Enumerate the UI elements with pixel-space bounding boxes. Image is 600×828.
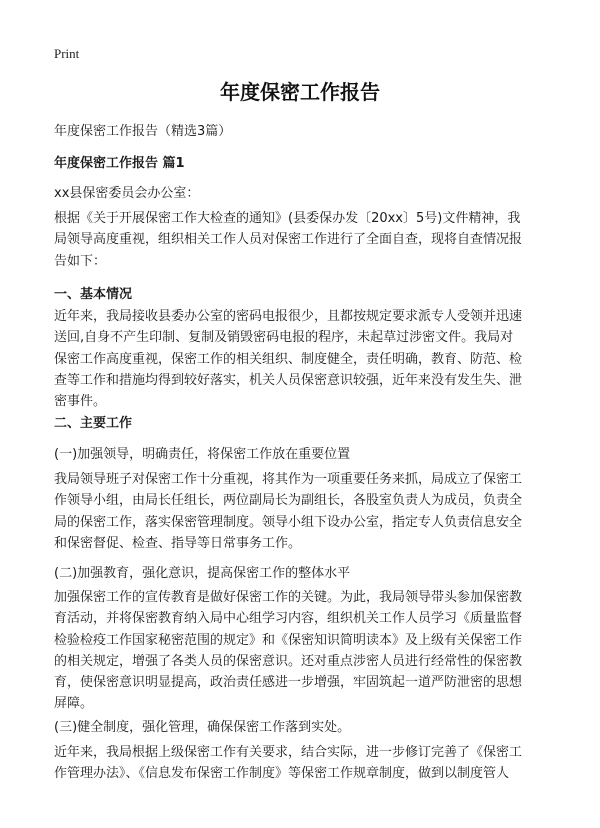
item3-paragraph — [54, 742, 550, 785]
addressee: xx县保密委员会办公室： — [54, 186, 200, 201]
item1-paragraph — [54, 469, 550, 554]
paragraph-line: 密事件。 — [54, 394, 107, 410]
print-label: Print — [54, 46, 80, 61]
paragraph-line: 加强保密工作的宣传教育是做好保密工作的关键。为此，我局领导带头参加保密教 — [54, 590, 523, 605]
doc-subtitle: 年度保密工作报告（精选3篇） — [54, 124, 232, 139]
paragraph-line: 的相关规定，增强了各类人员的保密意识。还对重点涉密人员进行经常性的保密教 — [54, 653, 523, 669]
paragraph-line: 近年来，我局接收县委办公室的密码电报很少，且都按规定要求派专人受领并迅速 — [54, 309, 523, 324]
intro-paragraph — [54, 208, 550, 272]
paragraph-line: 局的保密工作，落实保密管理制度。领导小组下设办公室，指定专人负责信息安全 — [54, 514, 523, 530]
heading-basic: 一、基本情况 — [54, 287, 133, 302]
paragraph-line: 局领导高度重视，组织相关工作人员对保密工作进行了全面自查，现将自查情况报 — [54, 232, 523, 248]
paragraph-line: 和保密督促、检查、指导等日常事务工作。 — [54, 535, 302, 551]
paragraph-line: 近年来，我局根据上级保密工作有关要求，结合实际，进一步修订完善了《保密工 — [54, 745, 523, 760]
paragraph-line: 育活动，并将保密教育纳入局中心组学习内容，组织机关工作人员学习《质量监督 — [54, 611, 523, 627]
paragraph-line: 作领导小组，由局长任组长，两位副局长为副组长，各股室负责人为成员，负责全 — [54, 493, 523, 509]
paragraph-line: 告如下： — [54, 253, 107, 269]
item3-title: (三)健全制度，强化管理，确保保密工作落到实处。 — [54, 720, 351, 735]
page-title: 年度保密工作报告 — [220, 80, 380, 104]
paragraph-line: 查等工作和措施均得到较好落实，机关人员保密意识较强，近年来没有发生失、泄 — [54, 372, 523, 388]
section-title: 年度保密工作报告 篇1 — [54, 156, 185, 171]
paragraph-line: 保密工作高度重视，保密工作的相关组织、制度健全，责任明确，教育、防范、检 — [54, 351, 523, 367]
paragraph-line: 检验检疫工作国家秘密范围的规定》和《保密知识简明读本》及上级有关保密工作 — [54, 632, 523, 648]
paragraph-line: 根据《关于开展保密工作大检查的通知》(县委保办发〔20xx〕5号)文件精神，我 — [54, 211, 521, 226]
paragraph-line: 送回,自身不产生印制、复制及销毁密码电报的程序，未起草过涉密文件。我局对 — [54, 330, 514, 346]
item2-paragraph — [54, 587, 550, 715]
paragraph-line: 我局领导班子对保密工作十分重视，将其作为一项重要任务来抓，局成立了保密工 — [54, 472, 523, 487]
paragraph-line: 作管理办法》、《信息发布保密工作制度》等保密工作规章制度，做到以制度管人 — [54, 766, 510, 782]
item2-title: (二)加强教育，强化意识，提高保密工作的整体水平 — [54, 566, 351, 581]
basic-paragraph — [54, 306, 550, 412]
paragraph-line: 屏障。 — [54, 696, 94, 712]
item1-title: (一)加强领导，明确责任，将保密工作放在重要位置 — [54, 447, 351, 462]
paragraph-line: 育，使保密意识明显提高，政治责任感进一步增强，牢固筑起一道严防泄密的思想 — [54, 675, 523, 691]
heading-main-work: 二、主要工作 — [54, 416, 133, 431]
